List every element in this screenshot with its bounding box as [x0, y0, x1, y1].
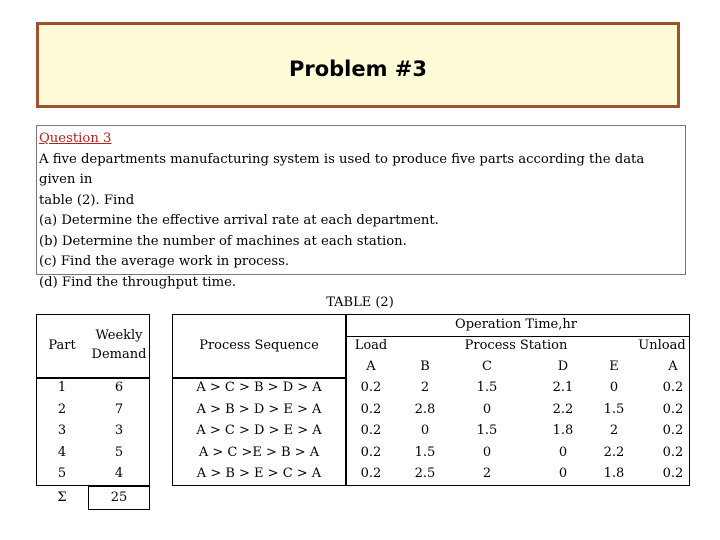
- table-cell-time: 0.2: [360, 423, 382, 438]
- table-cell-time: 2: [420, 380, 430, 395]
- question-heading: Question 3: [39, 131, 112, 146]
- table-cell-time: 1.8: [603, 466, 625, 481]
- table-cell-demand: 3: [114, 423, 124, 438]
- table-cell-demand: 6: [114, 380, 124, 395]
- table-cell-time: 1.5: [476, 380, 498, 395]
- table-cell-time: 0: [609, 380, 619, 395]
- sum-symbol: Σ: [57, 490, 67, 505]
- table-cell-time: 0.2: [662, 466, 684, 481]
- table-cell-sequence: A > C >E > B > A: [198, 444, 320, 460]
- table-cell-time: 1.8: [552, 423, 574, 438]
- table-cell-time: 0: [482, 444, 492, 460]
- header-unload: Unload: [638, 338, 686, 353]
- table-caption: TABLE (2): [326, 295, 394, 310]
- header-operation-time: Operation Time,hr: [455, 317, 577, 332]
- table-cell-time: 2.2: [603, 444, 625, 460]
- header-load: Load: [354, 338, 388, 353]
- table-cell-time: 0.2: [360, 444, 382, 460]
- table-cell-time: 2: [482, 466, 492, 481]
- station-header: B: [420, 359, 430, 374]
- header-weekly: Weekly: [95, 328, 143, 343]
- page-title: Problem #3: [288, 57, 428, 81]
- table-cell-time: 0.2: [662, 423, 684, 438]
- table-cell-demand: 7: [114, 401, 124, 417]
- table-cell-time: 2.1: [552, 380, 574, 395]
- table-cell-part: 3: [57, 423, 67, 438]
- times-top-line: [346, 314, 690, 315]
- table-cell-sequence: A > C > D > E > A: [196, 423, 322, 438]
- table-cell-demand: 5: [114, 444, 124, 460]
- table-cell-time: 0: [558, 444, 568, 460]
- station-header: D: [557, 359, 569, 374]
- table-cell-time: 0.2: [662, 380, 684, 395]
- table-cell-demand: 4: [114, 466, 124, 481]
- table-cell-time: 0.2: [662, 444, 684, 460]
- table-cell-time: 0.2: [662, 401, 684, 417]
- table-cell-time: 2: [609, 423, 619, 438]
- question-line: (a) Determine the effective arrival rate at each department.: [39, 213, 439, 228]
- station-header: A: [366, 359, 376, 374]
- table-cell-time: 0.2: [360, 466, 382, 481]
- table-cell-time: 2.2: [552, 401, 574, 417]
- times-header-line: [346, 336, 690, 337]
- table-cell-sequence: A > C > B > D > A: [196, 380, 322, 395]
- table-cell-time: 0.2: [360, 380, 382, 395]
- title-banner: [36, 22, 680, 108]
- table-cell-part: 1: [57, 380, 67, 395]
- table-cell-part: 5: [57, 466, 67, 481]
- data-table: [36, 314, 690, 514]
- table-cell-time: 1.5: [414, 444, 436, 460]
- header-process-sequence: Process Sequence: [199, 338, 319, 353]
- header-part: Part: [48, 338, 76, 353]
- header-process-station: Process Station: [464, 338, 568, 353]
- station-header: E: [609, 359, 619, 374]
- station-header: C: [482, 359, 492, 374]
- table-cell-time: 0.2: [360, 401, 382, 417]
- question-line: (c) Find the average work in process.: [39, 254, 290, 269]
- table-cell-part: 2: [57, 401, 67, 417]
- question-box: [36, 125, 686, 290]
- table-cell-time: 0: [482, 401, 492, 417]
- station-header: A: [668, 359, 678, 374]
- question-line: (b) Determine the number of machines at each station.: [39, 233, 407, 249]
- header-demand: Demand: [91, 347, 147, 362]
- table-cell-time: 2.8: [414, 401, 436, 417]
- table-cell-time: 1.5: [476, 423, 498, 438]
- table-cell-time: 0: [420, 423, 430, 438]
- question-line: table (2). Find: [39, 192, 135, 208]
- table-cell-sequence: A > B > D > E > A: [196, 401, 322, 417]
- table-cell-time: 2.5: [414, 466, 436, 481]
- sum-value: 25: [110, 490, 128, 505]
- question-line: (d) Find the throughput time.: [39, 274, 237, 290]
- table-cell-part: 4: [57, 444, 67, 460]
- table-cell-time: 0: [558, 466, 568, 481]
- table-cell-sequence: A > B > E > C > A: [196, 466, 322, 481]
- table-cell-time: 1.5: [603, 401, 625, 417]
- question-line: A five departments manufacturing system is used to produce five parts according the data given in: [39, 151, 645, 187]
